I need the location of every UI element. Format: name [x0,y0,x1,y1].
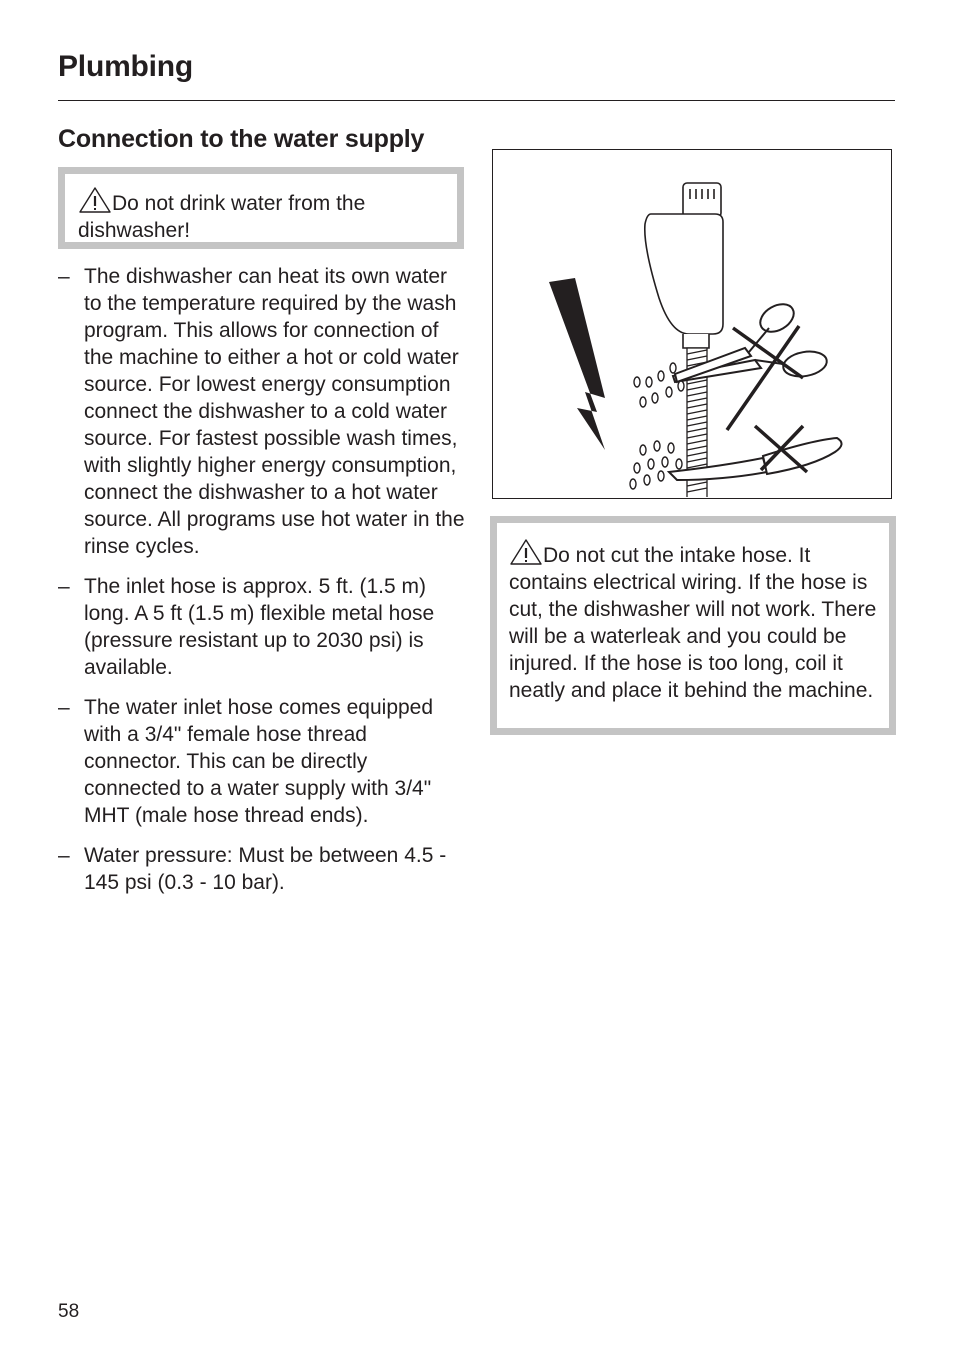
bullet-dash: – [58,575,70,598]
warning-triangle-icon [509,539,543,565]
list-item [58,263,468,560]
bullet-text: The water inlet hose comes equipped with a 3/4" female hose thread connector. This can be directly connected to a water supply with 3/4" MHT (male hose thread ends). [84,696,434,827]
list-item [58,573,468,681]
page-number: 58 [58,1301,80,1322]
section-heading: Connection to the water supply [58,125,425,153]
drink-warning-text: Do not drink water from the dishwasher! [78,192,366,242]
page-title: Plumbing [58,50,194,83]
list-item [58,694,468,829]
bullet-dash: – [58,844,70,867]
bullet-text: The dishwasher can heat its own water to the temperature required by the wash program. This allows for connection of the machine to either a hot or cold water source. For lowest energy consumption connect the dishwasher to a cold water source. For fastest possible wash times, with slightly higher energy consumption, connect the dishwasher to a hot water source. All programs use hot water in the rinse cycles. [84,265,465,558]
title-divider [58,100,895,101]
hose-illustration-frame [492,149,892,499]
hose-warning-text: Do not cut the intake hose. It contains electrical wiring. If the hose is cut, the dishwasher will not work. There will be a waterleak and you could be injured. If the hose is too long, coil it neatly and place it behind the machine. [509,544,877,702]
list-item [58,842,468,896]
drink-warning-box [58,167,464,249]
do-not-cut-hose-illustration [493,150,890,497]
hose-warning-box [490,516,896,735]
lightning-bolt-icon [549,278,605,450]
bullet-text: Water pressure: Must be between 4.5 - 145 psi (0.3 - 10 bar). [84,844,447,894]
bullet-dash: – [58,696,70,719]
warning-triangle-icon [78,187,112,213]
water-supply-bullet-list [58,263,468,909]
bullet-dash: – [58,265,70,288]
hose-connector [645,183,723,348]
bullet-text: The inlet hose is approx. 5 ft. (1.5 m) long. A 5 ft (1.5 m) flexible metal hose (pressure resistant up to 2030 psi) is available. [84,575,435,679]
cross-out-icon [727,326,803,430]
